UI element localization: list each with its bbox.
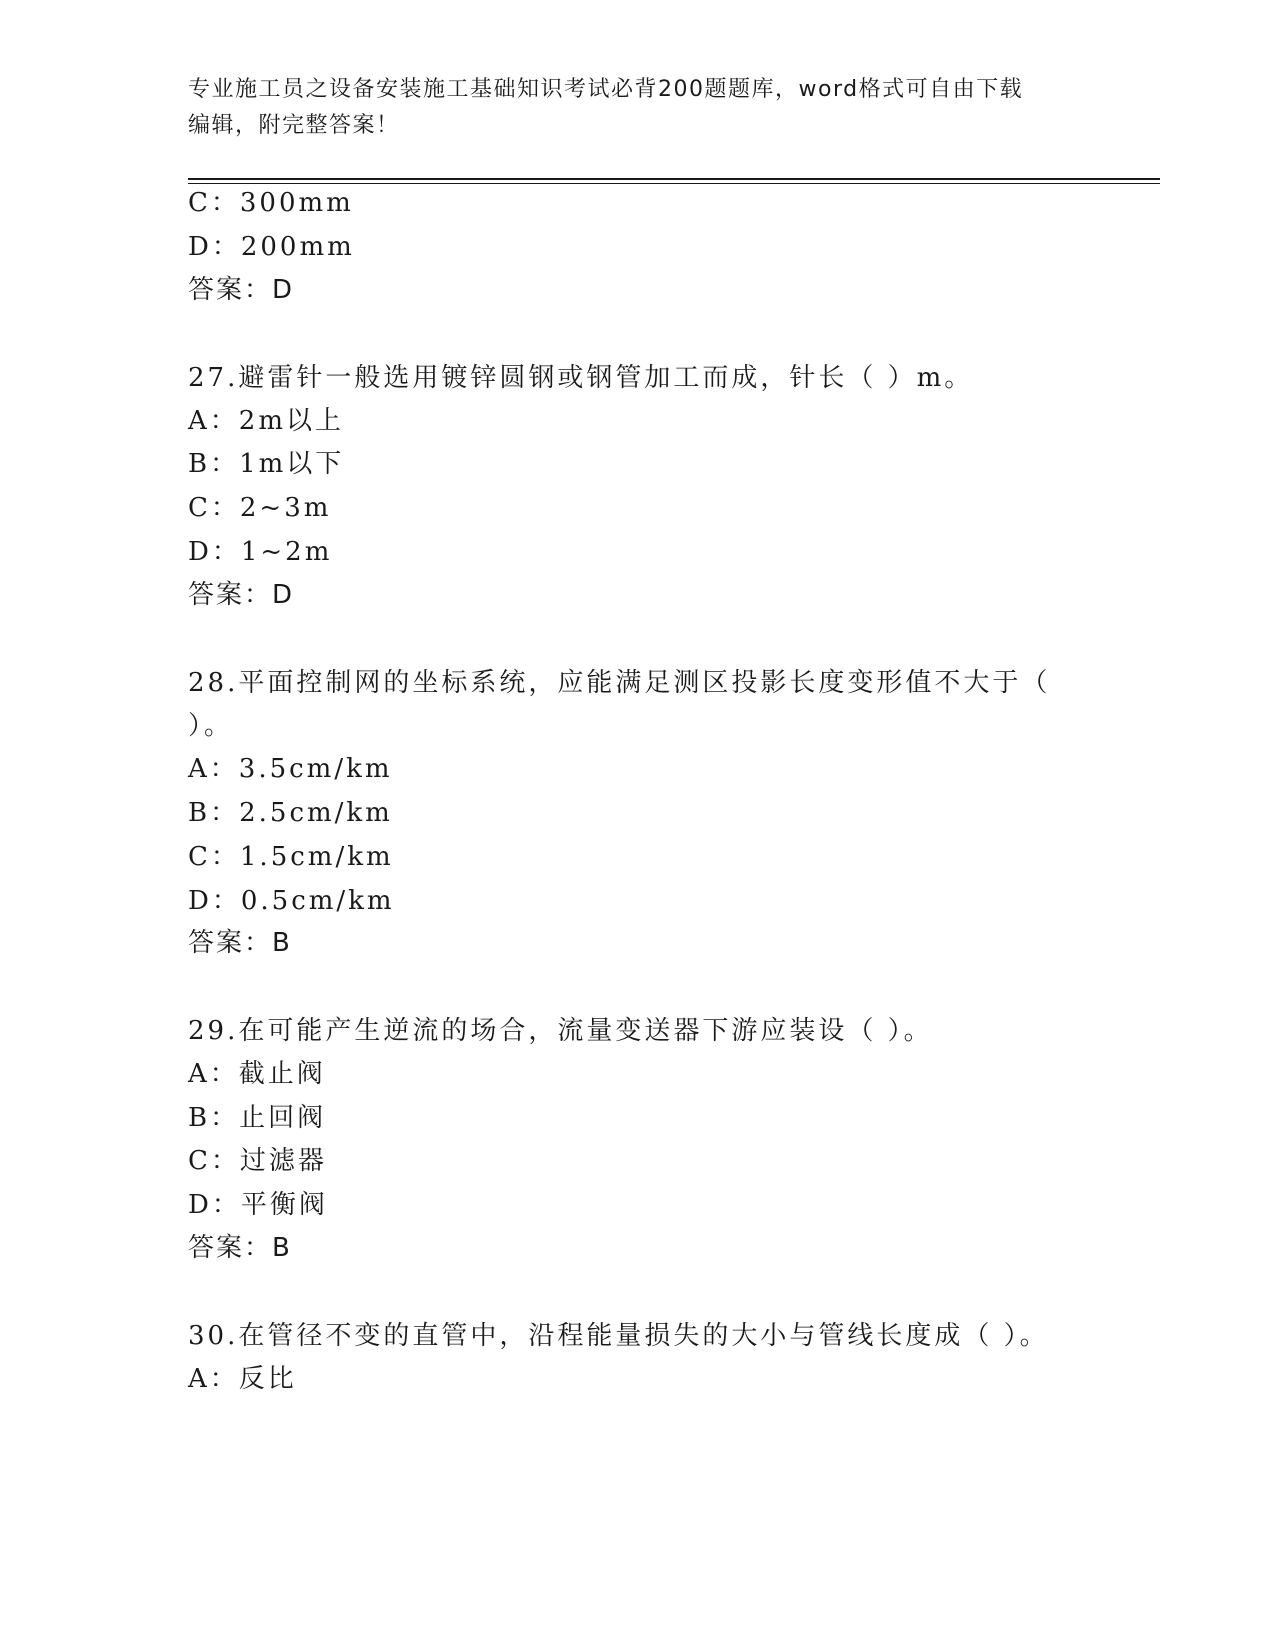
header-title-line-2: 编辑，附完整答案！ [188, 113, 400, 138]
answer-line: 答案：D [188, 275, 295, 305]
question-28-option-d: D：0.5cm/km [188, 886, 395, 916]
question-28-text-line-2: ）。 [188, 711, 234, 741]
question-28-option-b: B：2.5cm/km [188, 798, 393, 828]
option-c: C：300mm [188, 188, 354, 218]
question-29-option-d: D：平衡阀 [188, 1190, 328, 1220]
question-27-option-b: B：1m以下 [188, 449, 345, 479]
question-27-text: 27.避雷针一般选用镀锌圆钢或钢管加工而成，针长（ ）m。 [188, 363, 974, 393]
option-d: D：200mm [188, 232, 355, 262]
question-27-option-d: D：1~2m [188, 537, 333, 567]
question-29-option-c: C：过滤器 [188, 1146, 327, 1176]
question-30-text: 30.在管径不变的直管中，沿程能量损失的大小与管线长度成（ ）。 [188, 1321, 1049, 1351]
question-28-answer: 答案：B [188, 928, 292, 958]
question-29-option-b: B：止回阀 [188, 1103, 327, 1133]
question-29-answer: 答案：B [188, 1233, 292, 1263]
question-30-option-a: A：反比 [188, 1364, 297, 1394]
question-27-option-c: C：2~3m [188, 493, 332, 523]
header-title-line-1: 专业施工员之设备安装施工基础知识考试必背200题题库，word格式可自由下载 [188, 77, 1024, 102]
header-rule-thin [188, 183, 1160, 184]
document-header [188, 72, 1088, 144]
question-28-option-a: A：3.5cm/km [188, 754, 393, 784]
question-29-option-a: A：截止阀 [188, 1059, 326, 1089]
question-29-text: 29.在可能产生逆流的场合，流量变送器下游应装设（ ）。 [188, 1016, 933, 1046]
question-27-answer: 答案：D [188, 580, 295, 610]
question-28-text-line-1: 28.平面控制网的坐标系统，应能满足测区投影长度变形值不大于（ [188, 668, 1051, 698]
question-28-option-c: C：1.5cm/km [188, 842, 394, 872]
header-rule-thick [188, 178, 1160, 180]
question-27-option-a: A：2m以上 [188, 406, 344, 436]
